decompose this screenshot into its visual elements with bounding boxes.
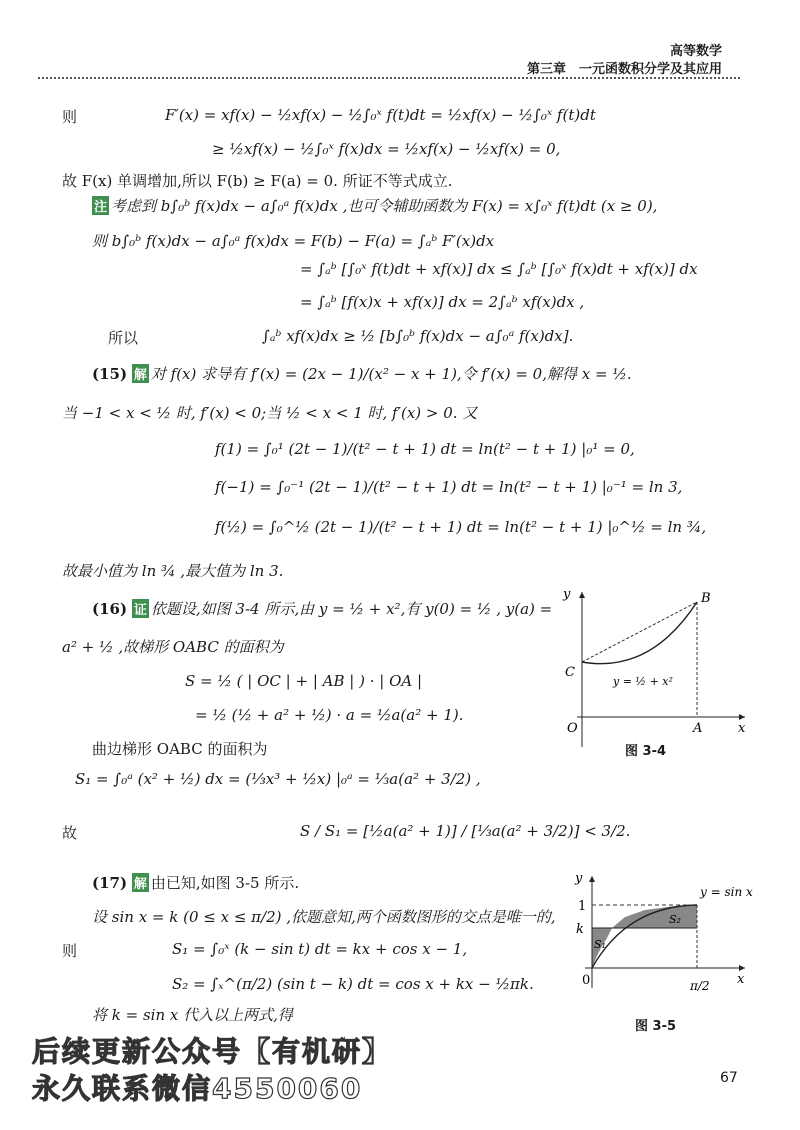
y-axis-arrow — [589, 876, 595, 882]
fig34-x-label: x — [738, 721, 746, 736]
problem-17-text: 由已知,如图 3-5 所示. — [150, 874, 300, 892]
fig35-y-label: y — [575, 871, 583, 886]
monotonic-text: 当 −1 < x < ½ 时, f′(x) < 0;当 ½ < x < 1 时, f′(x) > 0. 又 — [62, 404, 478, 422]
derivative-formula: F′(x) = xf(x) − ½xf(x) − ½∫₀ˣ f(t)dt = ½xf(x) − ½∫₀ˣ f(t)dt — [165, 106, 596, 124]
note-result: ∫ₐᵇ xf(x)dx ≥ ½ [b∫₀ᵇ f(x)dx − a∫₀ᵃ f(x)dx]. — [262, 327, 574, 345]
fig35-one-label: 1 — [578, 899, 587, 914]
therefore-label: 所以 — [108, 329, 139, 347]
x-axis-arrow — [739, 714, 745, 720]
note-text: 考虑到 b∫₀ᵇ f(x)dx − a∫₀ᵃ f(x)dx ,也可令辅助函数为 F(x) = x∫₀ˣ f(t)dt (x ≥ 0), — [111, 197, 658, 215]
watermark-line-2: 永久联系微信4550060 — [32, 1072, 363, 1105]
watermark-line-1: 后续更新公众号【有机研】 — [32, 1035, 393, 1068]
problem-15-number: (15) — [92, 365, 128, 383]
then-label: 则 — [62, 108, 78, 126]
s2-formula: S₂ = ∫ₓ^(π/2) (sin t − k) dt = cos x + kx − ½πk. — [172, 975, 534, 993]
fig34-c-label: C — [565, 665, 575, 680]
chord-cb — [582, 602, 697, 662]
book-title: 高等数学 — [669, 44, 722, 59]
note-formula-3: = ∫ₐᵇ [f(x)x + xf(x)] dx = 2∫ₐᵇ xf(x)dx , — [300, 293, 585, 311]
y-axis-arrow — [579, 592, 585, 598]
note-formula-2: = ∫ₐᵇ [∫₀ˣ f(t)dt + xf(x)] dx ≤ ∫ₐᵇ [∫₀ˣ f(x)dt + xf(x)] dx — [300, 260, 698, 278]
figure-3-5-caption: 图 3-5 — [635, 1019, 677, 1034]
solution-tag-17: 解 — [132, 873, 149, 892]
problem-17-number: (17) — [92, 874, 128, 892]
hence-label: 故 — [62, 824, 78, 842]
then-label-2: 则 — [62, 942, 78, 960]
note-tag: 注 — [92, 196, 109, 215]
f-minus1-formula: f(−1) = ∫₀⁻¹ (2t − 1)/(t² − t + 1) dt = ln(t² − t + 1) |₀⁻¹ = ln 3, — [215, 478, 683, 496]
fig35-origin-label: 0 — [582, 973, 591, 988]
fig35-pi-half-label: π/2 — [690, 979, 710, 993]
fig35-x-label: x — [737, 972, 745, 987]
conclusion-text: 故 F(x) 单调增加,所以 F(b) ≥ F(a) = 0. 所证不等式成立. — [62, 172, 453, 190]
curved-trapezoid-text: 曲边梯形 OABC 的面积为 — [92, 740, 268, 758]
fig35-s1-label: S₁ — [594, 938, 606, 951]
area-ratio-formula: S / S₁ = [½a(a² + 1)] / [⅓a(a² + 3/2)] < 3/2. — [300, 822, 631, 840]
inequality-formula: ≥ ½xf(x) − ½∫₀ˣ f(x)dx = ½xf(x) − ½xf(x) = 0, — [212, 140, 561, 158]
figure-3-4-caption: 图 3-4 — [625, 744, 667, 759]
fig35-k-label: k — [576, 922, 584, 937]
curved-area-formula: S₁ = ∫₀ᵃ (x² + ½) dx = (⅓x³ + ½x) |₀ᵃ = ⅓a(a² + 3/2) , — [75, 770, 481, 788]
f-half-formula: f(½) = ∫₀^½ (2t − 1)/(t² − t + 1) dt = ln(t² − t + 1) |₀^½ = ln ¾, — [215, 518, 707, 536]
problem-15-text: 对 f(x) 求导有 f′(x) = (2x − 1)/(x² − x + 1),令 f′(x) = 0,解得 x = ½. — [150, 365, 632, 383]
solution-tag-15: 解 — [132, 364, 149, 383]
fig34-origin-label: O — [567, 721, 578, 736]
fig35-curve-label: y = sin x — [700, 885, 753, 899]
problem-16-line — [92, 598, 552, 619]
trapezoid-area-2: = ½ (½ + a² + ½) · a = ½a(a² + 1). — [195, 706, 464, 724]
trapezoid-area-1: S = ½ ( | OC | + | AB | ) · | OA | — [185, 672, 423, 690]
page-number: 67 — [720, 1070, 738, 1086]
fig35-s2-label: S₂ — [669, 913, 681, 926]
f1-formula: f(1) = ∫₀¹ (2t − 1)/(t² − t + 1) dt = ln(t² − t + 1) |₀¹ = 0, — [215, 440, 635, 458]
substitute-text: 将 k = sin x 代入以上两式,得 — [92, 1006, 293, 1024]
fig34-curve-label: y = ½ + x² — [613, 675, 673, 688]
note-formula-1: 则 b∫₀ᵇ f(x)dx − a∫₀ᵃ f(x)dx = F(b) − F(a) = ∫ₐᵇ F′(x)dx — [92, 232, 495, 250]
problem-15-line — [92, 363, 632, 384]
figure-3-5 — [565, 868, 765, 1008]
problem-17-line — [92, 872, 299, 893]
extreme-values-text: 故最小值为 ln ¾ ,最大值为 ln 3. — [62, 562, 284, 580]
fig34-a-label: A — [693, 721, 703, 736]
problem-16-text: 依题设,如图 3-4 所示,由 y = ½ + x²,有 y(0) = ½ , y(a) = — [150, 600, 553, 618]
x-axis-arrow — [739, 965, 745, 971]
fig34-y-label: y — [563, 587, 571, 602]
proof-tag-16: 证 — [132, 599, 149, 618]
trapezoid-text: a² + ½ ,故梯形 OABC 的面积为 — [62, 638, 284, 656]
note-line — [92, 195, 657, 216]
figure-3-4 — [555, 582, 755, 762]
header-divider — [38, 77, 740, 79]
problem-16-number: (16) — [92, 600, 128, 618]
chapter-title: 第三章 一元函数积分学及其应用 — [526, 62, 722, 77]
region-s2 — [612, 905, 697, 928]
fig34-b-label: B — [701, 591, 711, 606]
sinx-setup-text: 设 sin x = k (0 ≤ x ≤ π/2) ,依题意知,两个函数图形的交点是唯一的, — [92, 908, 556, 926]
s1-formula: S₁ = ∫₀ˣ (k − sin t) dt = kx + cos x − 1, — [172, 940, 468, 958]
